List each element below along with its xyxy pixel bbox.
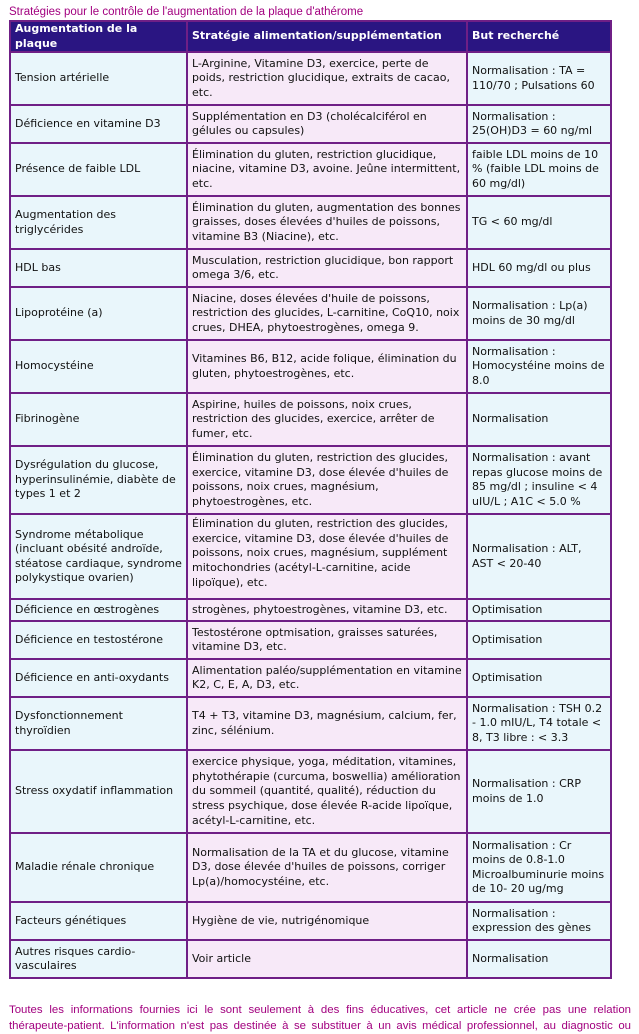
cell-but: Normalisation : TA = 110/70 ; Pulsations 60	[468, 53, 612, 106]
table-row	[11, 698, 612, 751]
table-row	[11, 515, 612, 600]
table-row	[11, 394, 612, 447]
strategy-table	[9, 20, 612, 979]
cell-plaque: Syndrome métabolique (incluant obésité androïde, stéatose cardiaque, syndrome polykystique ovarien)	[11, 515, 188, 600]
cell-plaque: Fibrinogène	[11, 394, 188, 447]
cell-plaque: Maladie rénale chronique	[11, 834, 188, 903]
cell-but: faible LDL moins de 10 % (faible LDL moins de 60 mg/dl)	[468, 144, 612, 197]
cell-strategie: Musculation, restriction glucidique, bon rapport omega 3/6, etc.	[188, 250, 468, 288]
table-caption: Stratégies pour le contrôle de l'augmentation de la plaque d'athérome	[9, 6, 364, 18]
cell-strategie: Vitamines B6, B12, acide folique, élimination du gluten, phytoestrogènes, etc.	[188, 341, 468, 394]
table-body	[11, 53, 612, 979]
cell-plaque: Déficience en œstrogènes	[11, 600, 188, 622]
cell-but: Normalisation : expression des gènes	[468, 903, 612, 941]
cell-plaque: Déficience en vitamine D3	[11, 106, 188, 144]
cell-strategie: Voir article	[188, 941, 468, 979]
cell-but: Normalisation : Homocystéine moins de 8.0	[468, 341, 612, 394]
cell-but: Optimisation	[468, 660, 612, 698]
cell-strategie: Aspirine, huiles de poissons, noix crues, restriction des glucides, exercice, arrêter de fumer, etc.	[188, 394, 468, 447]
cell-plaque: Homocystéine	[11, 341, 188, 394]
cell-plaque: Autres risques cardio-vasculaires	[11, 941, 188, 979]
cell-plaque: Facteurs génétiques	[11, 903, 188, 941]
cell-strategie: Élimination du gluten, augmentation des bonnes graisses, doses élevées d'huiles de poissons, vitamine B3 (Niacine), etc.	[188, 197, 468, 250]
cell-plaque: Présence de faible LDL	[11, 144, 188, 197]
cell-but: Normalisation : 25(OH)D3 = 60 ng/ml	[468, 106, 612, 144]
table-row	[11, 941, 612, 979]
table-row	[11, 447, 612, 515]
table-row	[11, 903, 612, 941]
table-row	[11, 53, 612, 106]
cell-strategie: exercice physique, yoga, méditation, vitamines, phytothérapie (curcuma, boswellia) amélioration du sommeil (quantité, qualité), réduction du stress psychique, dose élevée R-acide lipoïque, acétyl-L-carnitine, etc.	[188, 751, 468, 834]
table-row	[11, 250, 612, 288]
cell-strategie: T4 + T3, vitamine D3, magnésium, calcium, fer, zinc, sélénium.	[188, 698, 468, 751]
cell-but: Normalisation : TSH 0.2 - 1.0 mIU/L, T4 totale < 8, T3 libre : < 3.3	[468, 698, 612, 751]
cell-strategie: Élimination du gluten, restriction glucidique, niacine, vitamine D3, avoine. Jeûne intermittent, etc.	[188, 144, 468, 197]
table-row	[11, 288, 612, 341]
cell-but: Optimisation	[468, 622, 612, 660]
table-row	[11, 144, 612, 197]
cell-strategie: strogènes, phytoestrogènes, vitamine D3, etc.	[188, 600, 468, 622]
disclaimer-line-2: thérapeute-patient. L'information n'est pas destinée à se substituer à un avis médical professionnel, au diagnostic ou	[9, 1020, 631, 1032]
cell-plaque: Dysrégulation du glucose, hyperinsulinémie, diabète de types 1 et 2	[11, 447, 188, 515]
cell-but: Normalisation	[468, 394, 612, 447]
disclaimer-text	[9, 1002, 631, 1034]
column-header-plaque: Augmentation de la plaque	[11, 22, 188, 53]
cell-plaque: Dysfonctionnement thyroïdien	[11, 698, 188, 751]
table-row	[11, 834, 612, 903]
table-header-row	[11, 22, 612, 53]
cell-strategie: L-Arginine, Vitamine D3, exercice, perte de poids, restriction glucidique, extraits de cacao, etc.	[188, 53, 468, 106]
cell-but: Normalisation : avant repas glucose moins de 85 mg/dl ; insuline < 4 uIU/L ; A1C < 5.0 %	[468, 447, 612, 515]
cell-but: HDL 60 mg/dl ou plus	[468, 250, 612, 288]
cell-strategie: Alimentation paléo/supplémentation en vitamine K2, C, E, A, D3, etc.	[188, 660, 468, 698]
cell-plaque: Lipoprotéine (a)	[11, 288, 188, 341]
cell-strategie: Élimination du gluten, restriction des glucides, exercice, vitamine D3, dose élevée d'huiles de poissons, noix crues, magnésium, phytoestrogènes, etc.	[188, 447, 468, 515]
table-row	[11, 622, 612, 660]
cell-strategie: Normalisation de la TA et du glucose, vitamine D3, dose élevée d'huiles de poissons, corriger Lp(a)/homocystéine, etc.	[188, 834, 468, 903]
table-row	[11, 197, 612, 250]
cell-but: Normalisation	[468, 941, 612, 979]
cell-plaque: Déficience en testostérone	[11, 622, 188, 660]
cell-strategie: Élimination du gluten, restriction des glucides, exercice, vitamine D3, dose élevée d'huiles de poissons, noix crues, magnésium, supplément mitochondries (acétyl-L-carnitine, acide lipoïque), etc.	[188, 515, 468, 600]
cell-plaque: Déficience en anti-oxydants	[11, 660, 188, 698]
table-row	[11, 751, 612, 834]
table-row	[11, 600, 612, 622]
cell-but: TG < 60 mg/dl	[468, 197, 612, 250]
cell-plaque: Tension artérielle	[11, 53, 188, 106]
column-header-strategie: Stratégie alimentation/supplémentation	[188, 22, 468, 53]
table-row	[11, 341, 612, 394]
disclaimer-line-1: Toutes les informations fournies ici le sont seulement à des fins éducatives, cet article ne crée pas une relation	[9, 1004, 631, 1016]
cell-strategie: Niacine, doses élevées d'huile de poissons, restriction des glucides, L-carnitine, CoQ10, noix crues, DHEA, phytoestrogènes, omega 9.	[188, 288, 468, 341]
cell-strategie: Supplémentation en D3 (cholécalciférol en gélules ou capsules)	[188, 106, 468, 144]
cell-plaque: Augmentation des triglycérides	[11, 197, 188, 250]
table-row	[11, 106, 612, 144]
cell-but: Normalisation : CRP moins de 1.0	[468, 751, 612, 834]
cell-plaque: HDL bas	[11, 250, 188, 288]
column-header-but: But recherché	[468, 22, 612, 53]
cell-strategie: Testostérone optmisation, graisses saturées, vitamine D3, etc.	[188, 622, 468, 660]
cell-but: Normalisation : ALT, AST < 20-40	[468, 515, 612, 600]
cell-plaque: Stress oxydatif inflammation	[11, 751, 188, 834]
cell-but: Optimisation	[468, 600, 612, 622]
cell-strategie: Hygiène de vie, nutrigénomique	[188, 903, 468, 941]
cell-but: Normalisation : Lp(a) moins de 30 mg/dl	[468, 288, 612, 341]
table-row	[11, 660, 612, 698]
cell-but: Normalisation : Cr moins de 0.8-1.0 Microalbuminurie moins de 10- 20 ug/mg	[468, 834, 612, 903]
